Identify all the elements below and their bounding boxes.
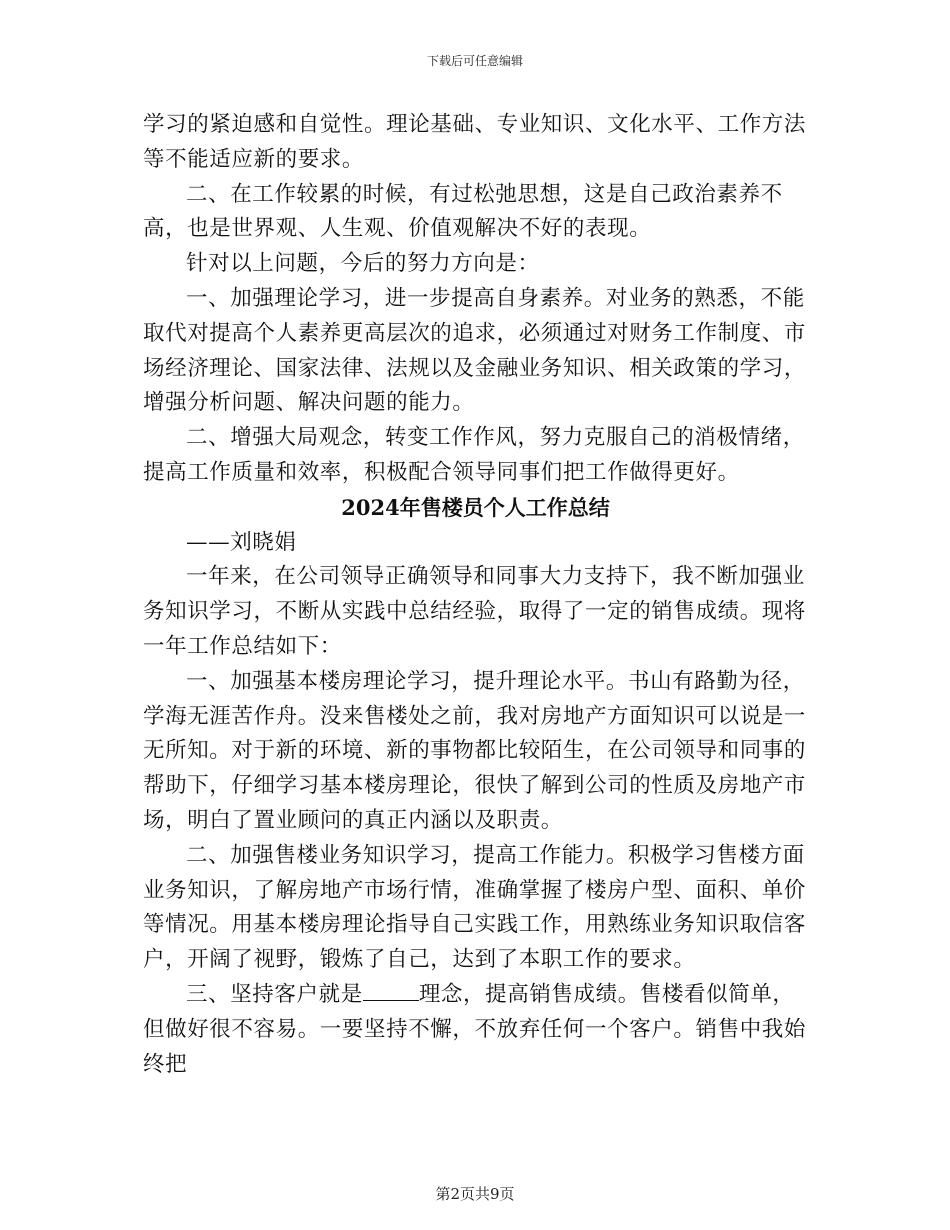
paragraph: 一、加强基本楼房理论学习，提升理论水平。书山有路勤为径，学海无涯苦作舟。没来售楼处之前，我对房地产方面知识可以说是一无所知。对于新的环境、新的事物都比较陌生，在公司领导和同事的帮助下，仔细学习基本楼房理论，很快了解到公司的性质及房地产市场，明白了置业顾问的真正内涵以及职责。 xyxy=(143,668,807,833)
paragraph-text-after-blank: 理念，提高销售成绩。售楼看似简单，但做好很不容易。一要坚持不懈，不放弃任何一个客户。销售中我始终把 xyxy=(143,981,807,1077)
paragraph: 二、在工作较累的时候，有过松弛思想，这是自己政治素养不高，也是世界观、人生观、价值观解决不好的表现。 xyxy=(143,181,783,242)
page-header: 下载后可任意编辑 xyxy=(426,54,523,68)
document-body xyxy=(143,108,808,1082)
paragraph: 针对以上问题，今后的努力方向是： xyxy=(186,251,540,277)
author-line: ——刘晓娟 xyxy=(186,529,297,555)
document-title: 2024年售楼员个人工作总结 xyxy=(341,494,610,520)
page-footer: 第2页共9页 xyxy=(435,1185,515,1203)
paragraph: 一、加强理论学习，进一步提高自身素养。对业务的熟悉，不能取代对提高个人素养更高层次的追求，必须通过对财务工作制度、市场经济理论、国家法律、法规以及金融业务知识、相关政策的学习，增强分析问题、解决问题的能力。 xyxy=(143,285,807,416)
paragraph: 一年来，在公司领导正确领导和同事大力支持下，我不断加强业务知识学习，不断从实践中总结经验，取得了一定的销售成绩。现将一年工作总结如下： xyxy=(143,564,807,659)
paragraph: 二、加强售楼业务知识学习，提高工作能力。积极学习售楼方面业务知识，了解房地产市场行情，准确掌握了楼房户型、面积、单价等情况。用基本楼房理论指导自己实践工作，用熟练业务知识取信客户，开阔了视野，锻炼了自己，达到了本职工作的要求。 xyxy=(143,842,807,973)
paragraph xyxy=(143,978,808,1082)
paragraph: 二、增强大局观念，转变工作作风，努力克服自己的消极情绪，提高工作质量和效率，积极配合领导同事们把工作做得更好。 xyxy=(143,425,805,485)
fill-in-blank xyxy=(363,978,419,1001)
paragraph-group-a xyxy=(143,108,808,491)
paragraph-text-before-blank: 三、坚持客户就是 xyxy=(186,981,363,1007)
paragraph-group-b xyxy=(143,560,808,978)
paragraph: 学习的紧迫感和自觉性。理论基础、专业知识、文化水平、工作方法等不能适应新的要求。 xyxy=(143,112,807,172)
